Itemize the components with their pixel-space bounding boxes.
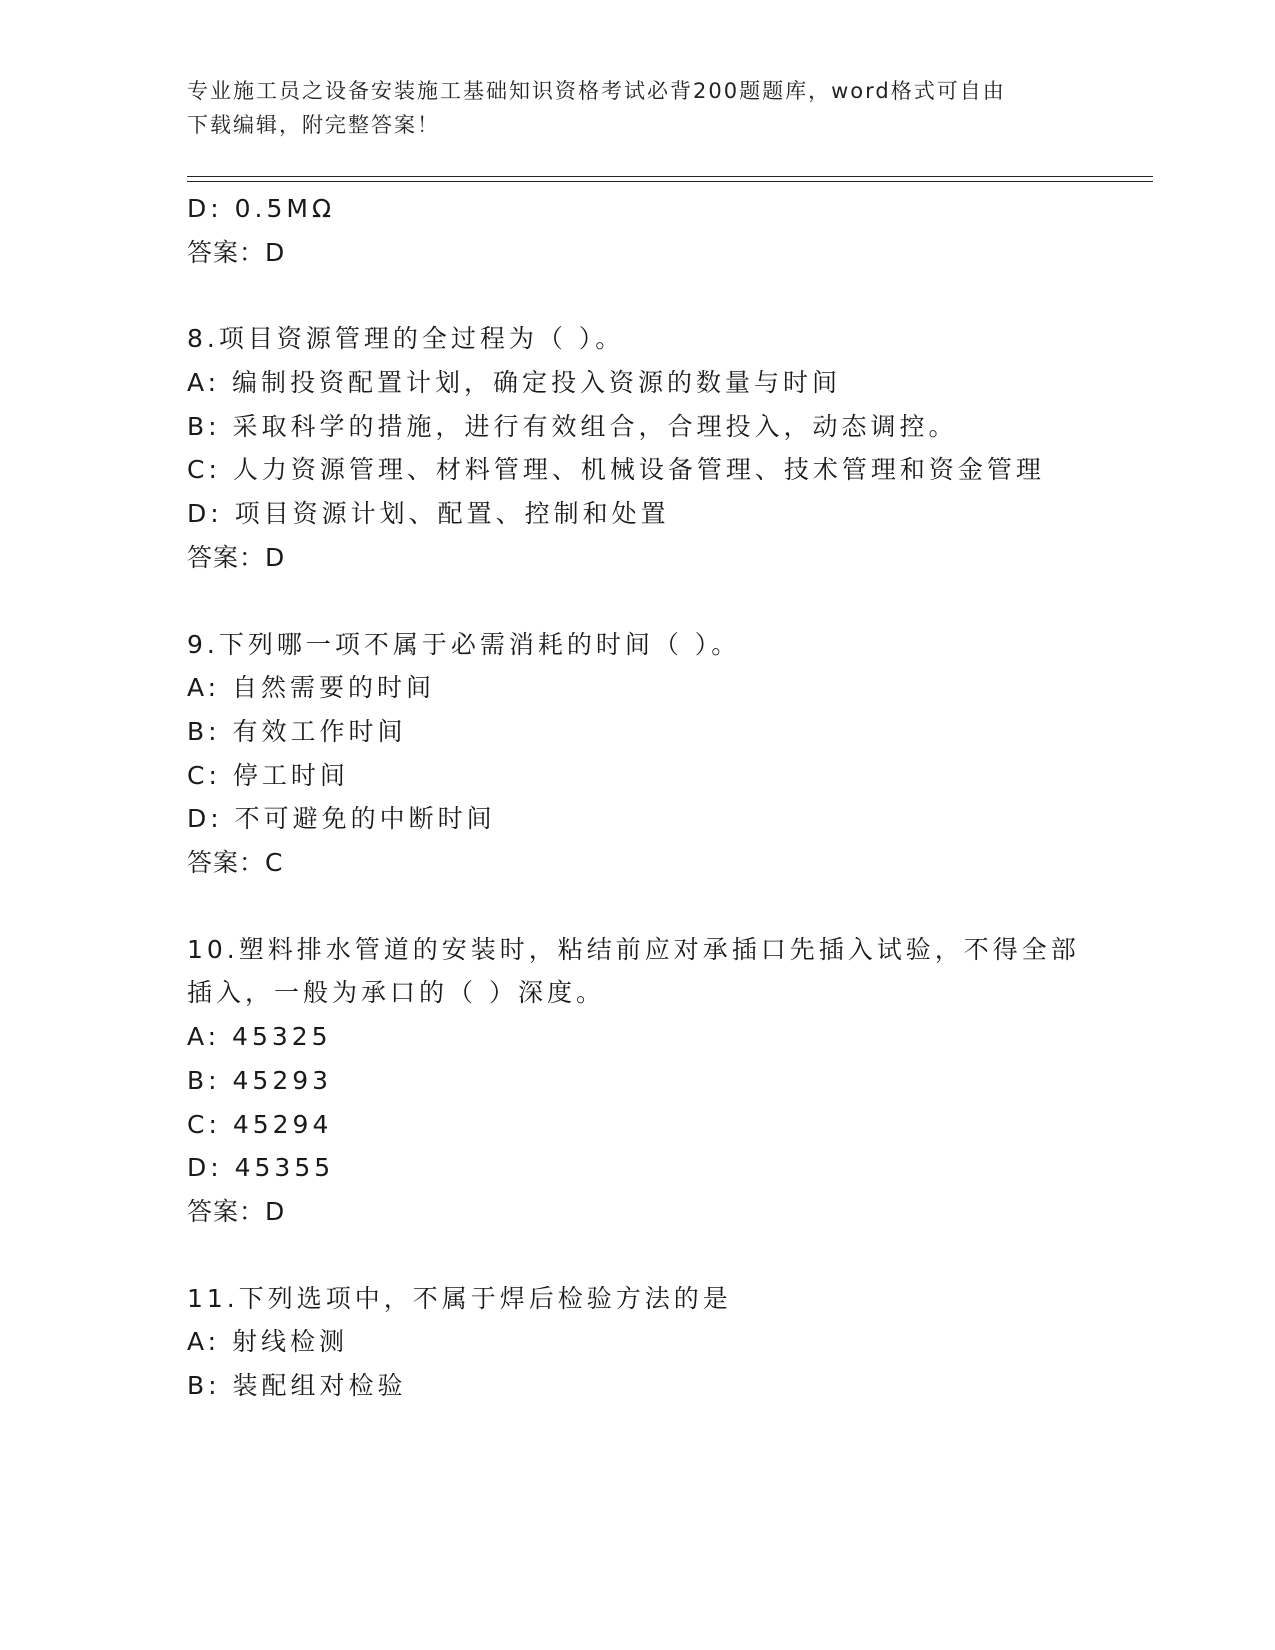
q8-option-d: D: 项目资源计划、配置、控制和处置: [187, 499, 670, 528]
q10-stem-line-2: 插入，一般为承口的（ ）深度。: [187, 978, 605, 1007]
q10-option-b: B: 45293: [187, 1066, 333, 1095]
q10-option-d: D: 45355: [187, 1153, 335, 1182]
q9-stem: 9.下列哪一项不属于必需消耗的时间（ ）。: [187, 630, 741, 659]
q9-option-d: D: 不可避免的中断时间: [187, 804, 496, 833]
q9-answer: 答案：C: [187, 848, 284, 877]
q11-stem: 11.下列选项中，不属于焊后检验方法的是: [187, 1284, 732, 1313]
document-header: [187, 74, 1067, 142]
q7-answer: 答案：D: [187, 238, 286, 267]
q9-option-b: B: 有效工作时间: [187, 717, 407, 746]
q10-option-c: C: 45294: [187, 1110, 333, 1139]
q11-option-b: B: 装配组对检验: [187, 1371, 407, 1400]
header-line-1: 专业施工员之设备安装施工基础知识资格考试必背200题题库，word格式可自由: [187, 79, 1006, 103]
q9-option-a: A: 自然需要的时间: [187, 673, 436, 702]
q10-answer: 答案：D: [187, 1197, 286, 1226]
q7-option-d: D: 0.5MΩ: [187, 194, 336, 223]
q8-option-c: C: 人力资源管理、材料管理、机械设备管理、技术管理和资金管理: [187, 455, 1045, 484]
header-divider-top: [187, 176, 1153, 177]
q10-option-a: A: 45325: [187, 1022, 332, 1051]
q9-option-c: C: 停工时间: [187, 761, 349, 790]
header-line-2: 下载编辑，附完整答案！: [187, 113, 440, 137]
q8-option-a: A: 编制投资配置计划，确定投入资源的数量与时间: [187, 368, 842, 397]
q8-answer: 答案：D: [187, 543, 286, 572]
q8-stem: 8.项目资源管理的全过程为（ ）。: [187, 324, 625, 353]
q8-option-b: B: 采取科学的措施，进行有效组合，合理投入，动态调控。: [187, 412, 958, 441]
q11-option-a: A: 射线检测: [187, 1327, 349, 1356]
q10-stem-line-1: 10.塑料排水管道的安装时，粘结前应对承插口先插入试验，不得全部: [187, 935, 1080, 964]
header-divider-bottom: [187, 181, 1153, 182]
